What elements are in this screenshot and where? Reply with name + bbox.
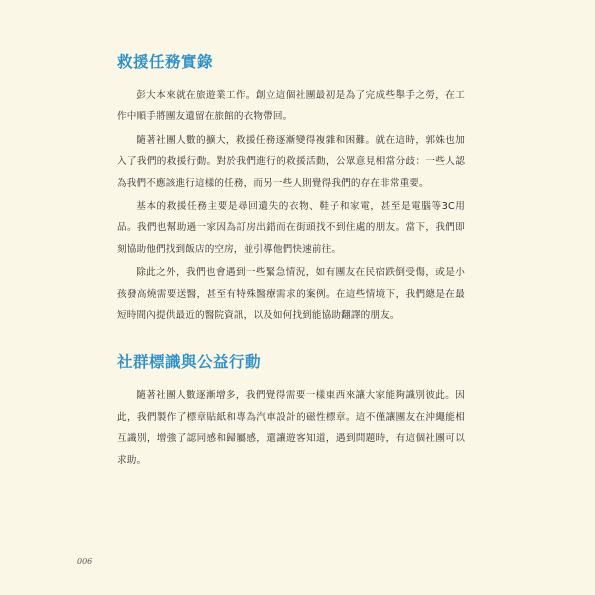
paragraph: 基本的救援任務主要是尋回遺失的衣物、鞋子和家電，甚至是電腦等3C用品。我們也幫助過一家因為訂房出錯而在街頭找不到住處的朋友。當下，我們即刻協助他們找到飯店的空房，並引導他們快速前往。 [117,201,465,255]
page-content [117,52,465,473]
paragraph: 隨著社團人數逐漸增多，我們覺得需要一樣東西來讓大家能夠識別彼此。因此，我們製作了標章貼紙和專為汽車設計的磁性標章。這不僅讓團友在沖繩能相互識別，增強了認同感和歸屬感，還讓遊客知道，遇到問題時，有這個社團可以求助。 [117,390,465,466]
section-title-community: 社群標識與公益行動 [117,353,262,372]
paragraph: 彭大本來就在旅遊業工作。創立這個社團最初是為了完成些舉手之勞，在工作中順手將團友遺留在旅館的衣物帶回。 [117,90,465,123]
paragraph: 隨著社團人數的擴大，救援任務逐漸變得複雜和困難。就在這時，郭姝也加入了我們的救援行動。對於我們進行的救援活動，公眾意見相當分歧：一些人認為我們不應該進行這樣的任務，而另一些人則覺得我們的存在非常重要。 [117,134,465,189]
paragraph: 除此之外，我們也會遇到一些緊急情況，如有團友在民宿跌倒受傷，或是小孩發高燒需要送醫，甚至有特殊醫療需求的案例。在這些情境下，我們總是在最短時間內提供最近的醫院資訊，以及如何找到能協助翻譯的朋友。 [117,267,465,322]
page-number: 006 [77,557,93,566]
section-title-rescue: 救援任務實錄 [117,53,214,71]
